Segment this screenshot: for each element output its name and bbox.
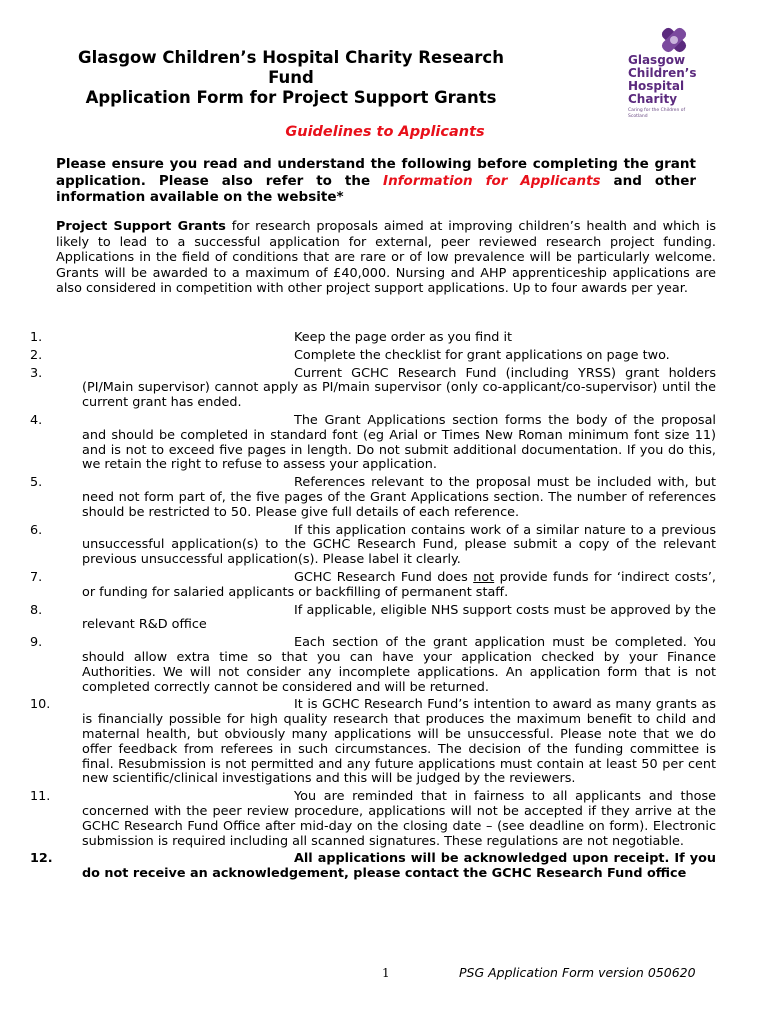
logo-tagline: Caring for the Children of Scotland xyxy=(628,108,686,119)
list-item: 7. GCHC Research Fund does not provide funds for ‘indirect costs’, or funding for salaried applicants or backfilling of permanent staff. xyxy=(30,569,716,600)
list-item: 5. References relevant to the proposal must be included with, but need not form part of, the five pages of the Grant Applications section. The number of references should be restricted to 50. Please give full details of each reference. xyxy=(30,475,716,520)
guideline-list xyxy=(30,330,716,885)
page-number: 1 xyxy=(382,966,390,980)
list-item: 2. Complete the checklist for grant applications on page two. xyxy=(30,347,670,363)
title-line-2: Fund xyxy=(268,68,314,87)
list-item: 11. You are reminded that in fairness to all applicants and those concerned with the peer review procedure, applications will not be accepted if they arrive at the GCHC Research Fund Office after mid-day on the closing date – (see deadline on form). Electronic submission is required including all scanned signatures. These regulations are not negotiable. xyxy=(30,789,716,849)
list-item: 3. Current GCHC Research Fund (including YRSS) grant holders (PI/Main supervisor) cannot apply as PI/main supervisor (only co-applicant/co-supervisor) until the current grant has ended. xyxy=(30,365,716,411)
list-item: 12. All applications will be acknowledged upon receipt. If you do not receive an acknowledgement, please contact the GCHC Research Fund office xyxy=(30,851,716,882)
title-line-1: Glasgow Children’s Hospital Charity Research xyxy=(78,48,504,67)
list-item: 9. Each section of the grant application must be completed. You should allow extra time so that you can have your application checked by your Finance Authorities. We will not consider any incomplete applications. An application form that is not completed correctly cannot be considered and will be returned. xyxy=(30,635,716,695)
page-title xyxy=(56,48,526,108)
list-item: 1. Keep the page order as you find it xyxy=(30,330,513,345)
charity-logo xyxy=(628,26,708,126)
information-for-applicants-link[interactable]: Information for Applicants xyxy=(383,172,601,189)
list-item: 8. If applicable, eligible NHS support costs must be approved by the relevant R&D office xyxy=(30,602,716,633)
list-item: 10. It is GCHC Research Fund’s intention to award as many grants as is financially possible for high quality research that produces the maximum benefit to child and maternal health, but obviously many applications will be unsuccessful. Please note that we do offer feedback from referees in such circumstances. The decision of the funding committee is final. Resubmission is not permitted and any future applications must contain at least 50 per cent new scientific/clinical investigations and this will be judged by the reviewers. xyxy=(30,697,716,787)
list-item: 4. The Grant Applications section forms the body of the proposal and should be completed in standard font (eg Arial or Times New Roman minimum font size 11) and is not to exceed five pages in length. Do not submit additional documentation. If you do this, we retain the right to refuse to assess your application. xyxy=(30,412,716,473)
logo-wordmark: Glasgow Children’s Hospital Charity xyxy=(628,53,697,106)
list-item: 6. If this application contains work of a similar nature to a previous unsuccessful application(s) to the GCHC Research Fund, please submit a copy of the relevant previous unsuccessful application(s). Please label it clearly. xyxy=(30,522,716,568)
project-support-paragraph: Project Support Grants for research proposals aimed at improving children’s health and which is likely to lead to a successful application for external, peer reviewed research project funding. Applications in the field of conditions that are rare or of low prevalence will be particularly welcome. Grants will be awarded to a maximum of £40,000. Nursing and AHP apprenticeship applications are also considered in competition with other project support applications. Up to four awards per year. xyxy=(56,219,716,296)
guidelines-heading: Guidelines to Applicants xyxy=(285,124,485,140)
heart-plaster-icon xyxy=(628,26,708,56)
form-version: PSG Application Form version 050620 xyxy=(459,965,696,980)
title-line-3: Application Form for Project Support Grants xyxy=(85,88,497,107)
intro-notice: Please ensure you read and understand the following before completing the grant application. Please also refer to the Information for Applicants and other information available on the website* xyxy=(56,156,697,205)
